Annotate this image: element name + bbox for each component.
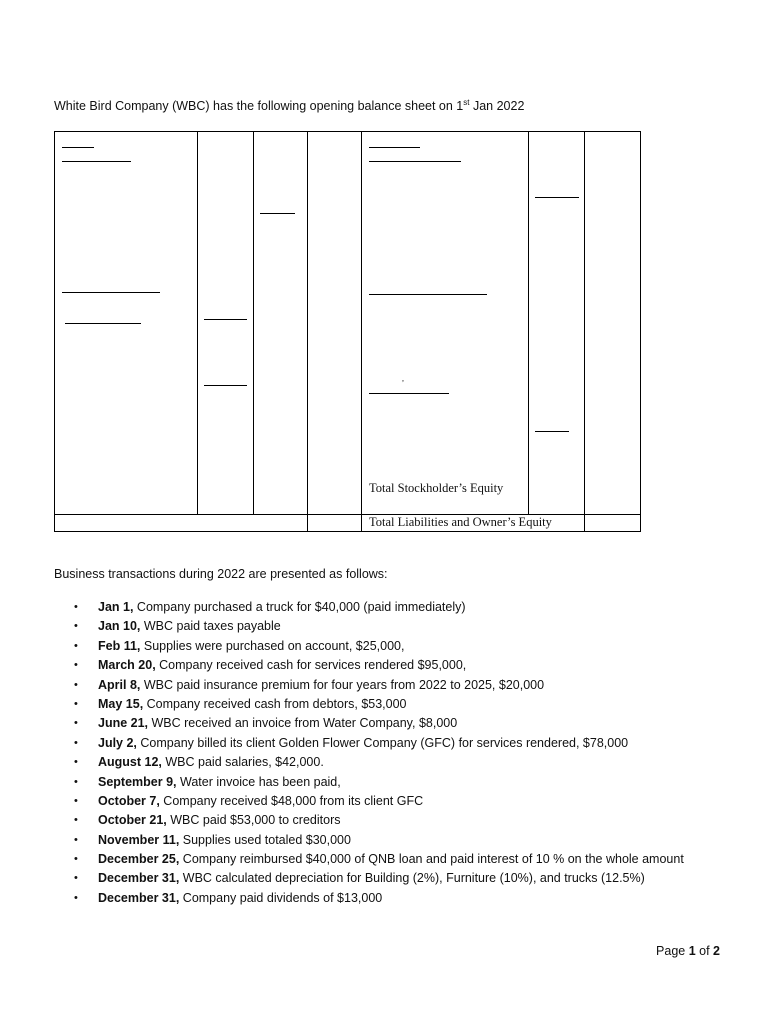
bullet-icon: • xyxy=(74,620,78,633)
list-item xyxy=(54,889,754,908)
transactions-list xyxy=(54,598,754,908)
list-item xyxy=(54,617,754,636)
bullet-icon: • xyxy=(74,736,78,749)
transaction-date: April 8, xyxy=(98,677,141,692)
list-item xyxy=(54,753,754,772)
transaction-description: Company billed its client Golden Flower Company (GFC) for services rendered, $78,000 xyxy=(136,735,629,750)
transaction-date: October 7, xyxy=(98,793,160,808)
transaction-text xyxy=(98,792,423,811)
transaction-date: Jan 1, xyxy=(98,600,134,614)
transactions-intro: Business transactions during 2022 are presented as follows: xyxy=(54,567,388,581)
list-item xyxy=(54,850,754,869)
transaction-date: June 21, xyxy=(98,716,149,731)
transaction-description: WBC paid $53,000 to creditors xyxy=(166,813,341,828)
page-word: Page xyxy=(656,944,689,958)
opening-statement-text: White Bird Company (WBC) has the following opening balance sheet on 1 xyxy=(54,99,464,113)
balance-sheet-grid xyxy=(54,131,641,532)
transaction-date: September 9, xyxy=(98,774,177,789)
list-item xyxy=(54,637,754,656)
transaction-description: Water invoice has been paid, xyxy=(176,774,341,789)
list-item xyxy=(54,676,754,695)
transaction-date: December 31, xyxy=(98,871,180,886)
total-pages: 2 xyxy=(713,944,720,958)
transaction-text xyxy=(98,753,324,772)
transaction-description: Company received cash from debtors, $53,000 xyxy=(143,696,407,711)
transaction-date: December 25, xyxy=(98,852,180,867)
date-ordinal-suffix: st xyxy=(463,97,470,107)
bullet-icon: • xyxy=(74,601,78,613)
transaction-text xyxy=(98,831,351,850)
transaction-date: November 11, xyxy=(98,832,180,847)
transaction-description: Supplies were purchased on account, $25,000, xyxy=(140,638,405,653)
bullet-icon: • xyxy=(74,697,78,710)
transaction-description: WBC paid taxes payable xyxy=(140,619,281,634)
of-word: of xyxy=(695,944,714,958)
total-liabilities-equity-label: Total Liabilities and Owner’s Equity xyxy=(369,515,552,529)
transaction-text xyxy=(98,617,281,636)
transaction-date: Jan 10, xyxy=(98,619,141,634)
bullet-icon: • xyxy=(74,659,78,672)
transaction-text xyxy=(98,850,684,869)
opening-statement xyxy=(54,98,524,114)
list-item xyxy=(54,869,754,888)
transaction-date: Feb 11, xyxy=(98,638,141,653)
list-item xyxy=(54,695,754,714)
list-item xyxy=(54,598,754,617)
transaction-description: Company purchased a truck for $40,000 (paid immediately) xyxy=(133,600,466,614)
bullet-icon: • xyxy=(74,794,78,807)
table-border xyxy=(55,132,641,532)
transaction-text xyxy=(98,734,628,753)
list-item xyxy=(54,714,754,733)
transaction-date: July 2, xyxy=(98,735,137,750)
transaction-description: Company received $48,000 from its client GFC xyxy=(159,793,424,808)
bullet-icon: • xyxy=(74,833,78,846)
list-item xyxy=(54,656,754,675)
transaction-date: October 21, xyxy=(98,813,167,828)
transaction-text xyxy=(98,889,382,908)
transaction-text xyxy=(98,656,466,675)
transaction-description: Company received cash for services rendered $95,000, xyxy=(155,658,467,673)
bullet-icon: • xyxy=(74,775,78,788)
list-item xyxy=(54,811,754,830)
list-item xyxy=(54,734,754,753)
stray-mark: , xyxy=(402,374,404,383)
page-number xyxy=(656,943,720,959)
transaction-description: WBC paid salaries, $42,000. xyxy=(161,755,324,770)
transaction-description: WBC paid insurance premium for four years from 2022 to 2025, $20,000 xyxy=(140,677,545,692)
transaction-description: WBC calculated depreciation for Building (2%), Furniture (10%), and trucks (12.5%) xyxy=(179,871,645,886)
bullet-icon: • xyxy=(74,814,78,827)
list-item xyxy=(54,831,754,850)
list-item xyxy=(54,773,754,792)
transaction-description: WBC received an invoice from Water Company, $8,000 xyxy=(148,716,458,731)
bullet-icon: • xyxy=(74,872,78,885)
transaction-text xyxy=(98,637,404,656)
transaction-text xyxy=(98,676,544,695)
bullet-icon: • xyxy=(74,717,78,730)
opening-statement-date: Jan 2022 xyxy=(469,99,525,113)
transaction-date: May 15, xyxy=(98,696,144,711)
transaction-description: Company reimbursed $40,000 of QNB loan and paid interest of 10 % on the whole amount xyxy=(179,852,684,867)
transaction-text xyxy=(98,695,407,714)
transaction-text xyxy=(98,811,340,830)
transaction-text xyxy=(98,773,341,792)
bullet-icon: • xyxy=(74,756,78,769)
transaction-date: August 12, xyxy=(98,755,162,770)
transaction-text xyxy=(98,598,466,617)
balance-sheet-table xyxy=(54,131,641,532)
transaction-date: March 20, xyxy=(98,658,156,673)
transaction-text xyxy=(98,714,457,733)
bullet-icon: • xyxy=(74,853,78,866)
list-item xyxy=(54,792,754,811)
transaction-date: December 31, xyxy=(98,890,180,905)
bullet-icon: • xyxy=(74,639,78,652)
transaction-description: Supplies used totaled $30,000 xyxy=(179,832,351,847)
transaction-text xyxy=(98,869,645,888)
bullet-icon: • xyxy=(74,891,78,904)
total-stockholders-equity-label: Total Stockholder’s Equity xyxy=(369,481,504,495)
transaction-description: Company paid dividends of $13,000 xyxy=(179,890,383,905)
current-page: 1 xyxy=(688,944,696,958)
bullet-icon: • xyxy=(74,678,78,691)
